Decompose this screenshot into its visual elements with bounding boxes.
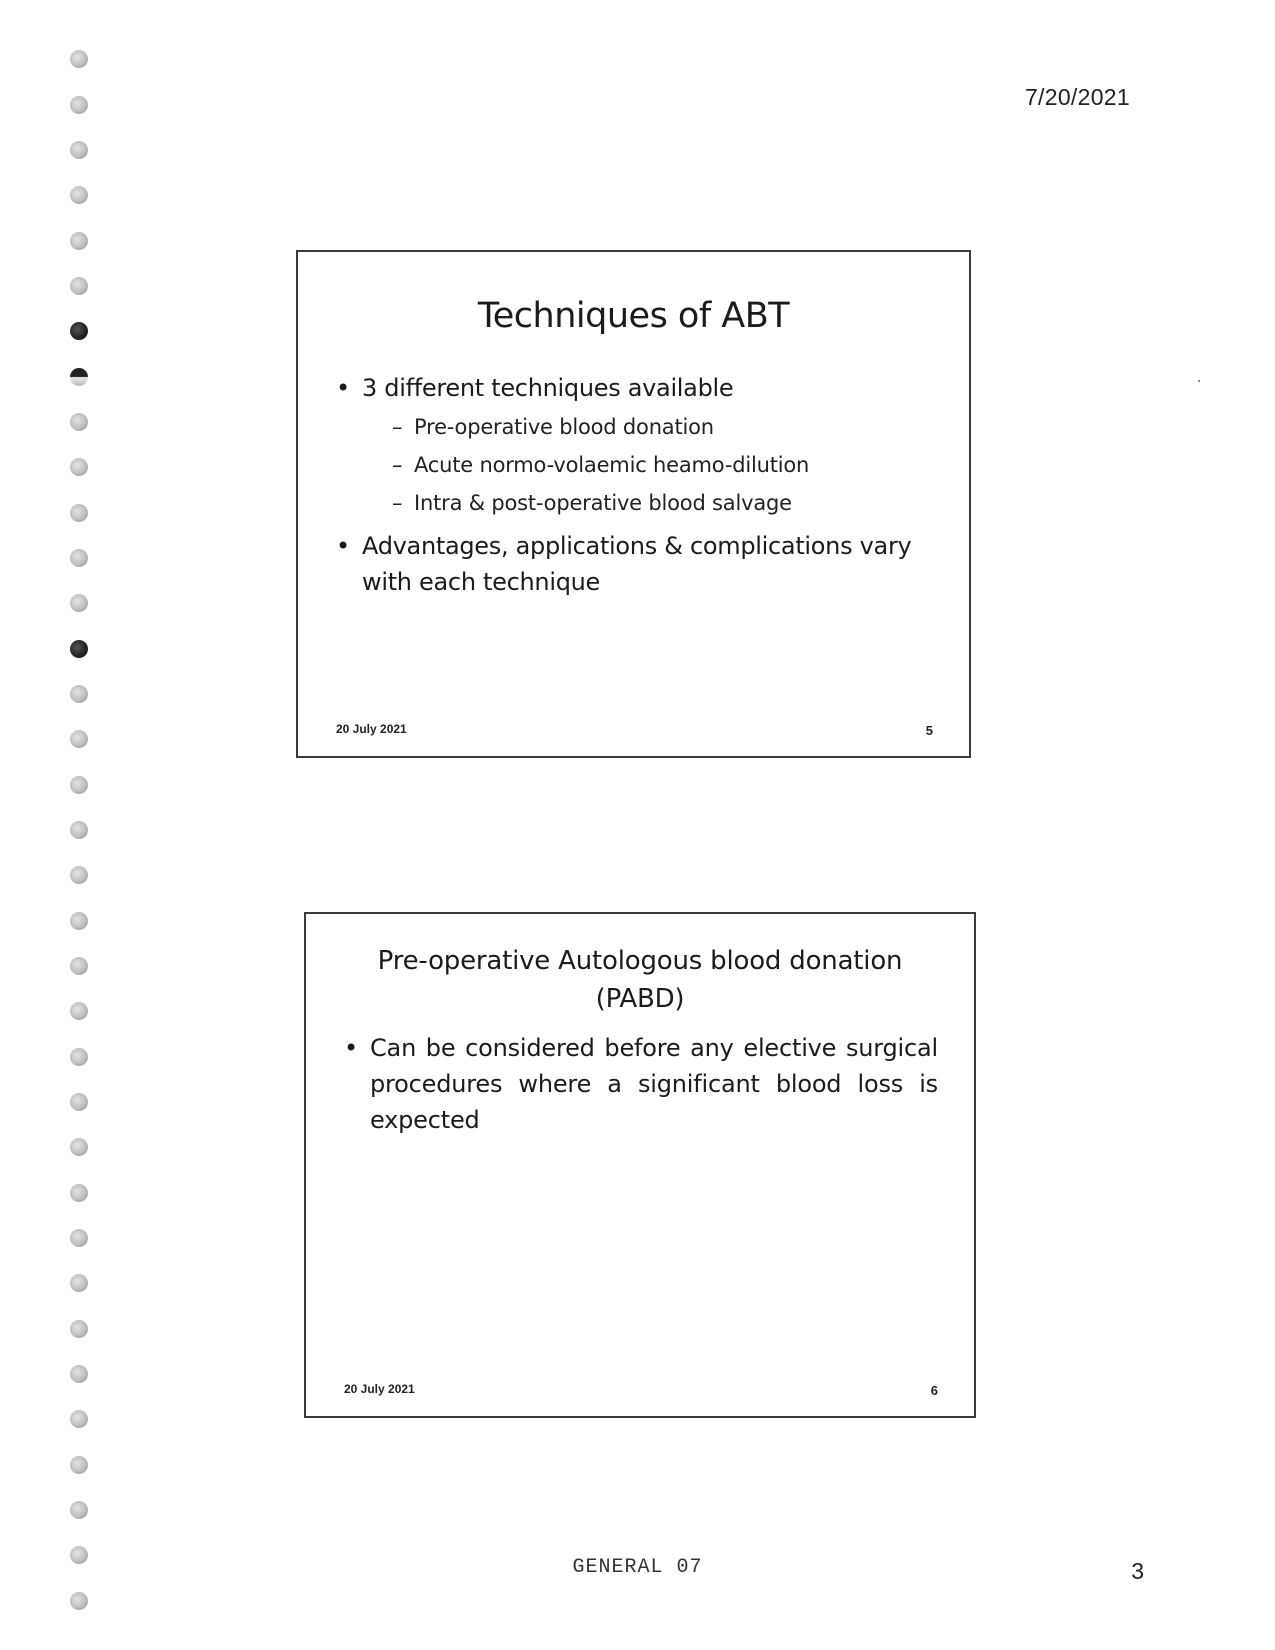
punch-hole [70,232,88,250]
punch-hole [70,866,88,884]
punch-hole [70,1093,88,1111]
slide-techniques-of-abt [296,250,971,758]
punch-hole [70,277,88,295]
punch-hole [70,1501,88,1519]
sub-bullet-item: – Acute normo-volaemic heamo-dilution [392,446,939,484]
bullet-text: Can be considered before any elective surgical procedures where a significant blood loss is expected [370,1034,938,1134]
punch-hole [70,458,88,476]
punch-hole [70,504,88,522]
punch-hole [70,322,88,340]
punch-hole [70,96,88,114]
punch-hole [70,685,88,703]
slide-number: 6 [930,1383,938,1398]
punch-hole [70,141,88,159]
slide-title [306,942,974,1018]
punch-hole [70,186,88,204]
slide-number: 5 [925,723,933,738]
bullet-text: Advantages, applications & complications vary with each technique [362,532,912,596]
slide-title: Techniques of ABT [477,296,790,336]
bullet-item [344,1030,938,1138]
punch-hole [70,1048,88,1066]
punch-hole [70,368,88,386]
punch-hole [70,730,88,748]
punch-hole [70,50,88,68]
slide-footer-date: 20 July 2021 [336,722,407,736]
bullet-item [336,370,939,522]
punch-hole [70,1456,88,1474]
sub-bullet-list [362,408,939,522]
punch-hole [70,1320,88,1338]
binder-punch-holes [70,50,96,1650]
sub-bullet-item: – Pre-operative blood donation [392,408,939,446]
punch-hole [70,957,88,975]
slide-title-line: (PABD) [595,984,685,1014]
print-date: 7/20/2021 [1024,84,1130,110]
punch-hole [70,821,88,839]
document-footer-label: GENERAL 07 [572,1556,703,1579]
punch-hole [70,1002,88,1020]
punch-hole [70,640,88,658]
punch-hole [70,1229,88,1247]
sub-bullet-item: – Intra & post-operative blood salvage [392,484,939,522]
slide-title-line: Pre-operative Autologous blood donation [377,946,903,976]
bullet-list [298,370,969,600]
punch-hole [70,1410,88,1428]
punch-hole [70,1365,88,1383]
punch-hole [70,776,88,794]
punch-hole [70,549,88,567]
bullet-text: 3 different techniques available [362,374,734,402]
punch-hole [70,413,88,431]
punch-hole [70,1138,88,1156]
page-number: 3 [1131,1558,1144,1584]
bullet-item [336,528,939,600]
punch-hole [70,594,88,612]
punch-hole [70,1274,88,1292]
slide-footer-date: 20 July 2021 [344,1382,415,1396]
bullet-list [306,1030,974,1138]
punch-hole [70,1592,88,1610]
punch-hole [70,912,88,930]
slide-pabd [304,912,976,1418]
punch-hole [70,1184,88,1202]
scan-speck [1198,380,1200,382]
